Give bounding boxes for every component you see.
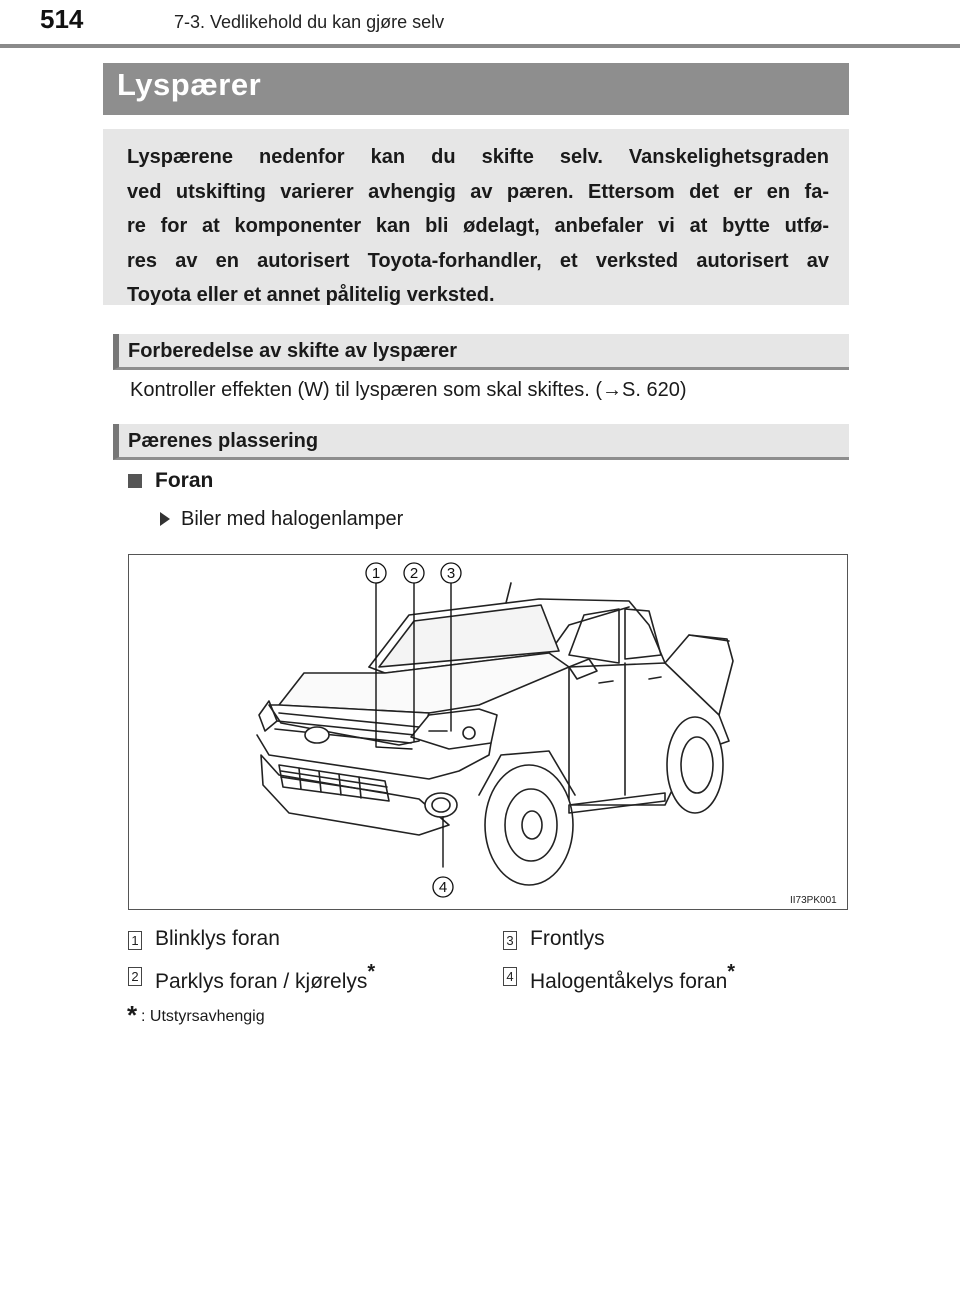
intro-line: Lyspærene nedenfor kan du skifte selv. Vanskelighetsgraden (127, 146, 829, 168)
callout-1: 1 (371, 565, 381, 582)
variant-label: Biler med halogenlamper (181, 508, 404, 530)
intro-line: res av en autorisert Toyota-forhandler, et verksted autorisert av (127, 249, 829, 272)
intro-line: ved utskifting varierer avhengig av pæren. Ettersom det er en fa- (127, 180, 829, 203)
arrow-symbol: → (602, 379, 622, 401)
legend-number-1: 1 (128, 931, 142, 950)
callout-2: 2 (409, 565, 419, 582)
truck-illustration-frame (128, 554, 848, 910)
legend-label-4-text: Halogentåkelys foran (530, 970, 728, 993)
preparation-text-start: Kontroller effekten (W) til lyspæren som skal skiftes. ( (130, 379, 602, 401)
intro-line: Toyota eller et annet pålitelig verksted. (127, 284, 495, 306)
legend-label-4 (530, 963, 735, 994)
callout-4: 4 (438, 879, 448, 896)
section-heading-preparation: Forberedelse av skifte av lyspærer (128, 340, 458, 362)
callout-3: 3 (446, 565, 456, 582)
figure-code: II73PK001 (790, 895, 837, 906)
legend-number-4: 4 (503, 967, 517, 986)
intro-paragraph (127, 140, 829, 313)
preparation-text (130, 379, 686, 402)
legend-number-2: 2 (128, 967, 142, 986)
legend-number-3: 3 (503, 931, 517, 950)
legend-label-2 (155, 963, 375, 994)
page-title: Lyspærer (117, 67, 262, 102)
triangle-bullet-icon (160, 512, 170, 526)
legend-label-3: Frontlys (530, 927, 605, 950)
footnote-star: * (367, 961, 376, 983)
footnote-star: * (727, 961, 736, 983)
page-reference[interactable]: S. 620) (622, 379, 687, 401)
truck-illustration (129, 555, 846, 908)
intro-line: re for at komponenter kan bli ødelagt, anbefaler vi at bytte utfø- (127, 215, 829, 237)
chapter-title: 7-3. Vedlikehold du kan gjøre selv (174, 12, 445, 32)
page-number: 514 (40, 4, 84, 34)
footnote-star: * (127, 1000, 138, 1030)
footnote-text: : Utstyrsavhengig (141, 1008, 265, 1025)
legend-label-2-text: Parklys foran / kjørelys (155, 970, 368, 993)
square-bullet-icon (128, 474, 142, 488)
legend-label-1: Blinklys foran (155, 927, 280, 950)
section-heading-bulb-locations: Pærenes plassering (128, 430, 319, 452)
subheading-front: Foran (155, 469, 214, 492)
header-divider (0, 44, 960, 48)
